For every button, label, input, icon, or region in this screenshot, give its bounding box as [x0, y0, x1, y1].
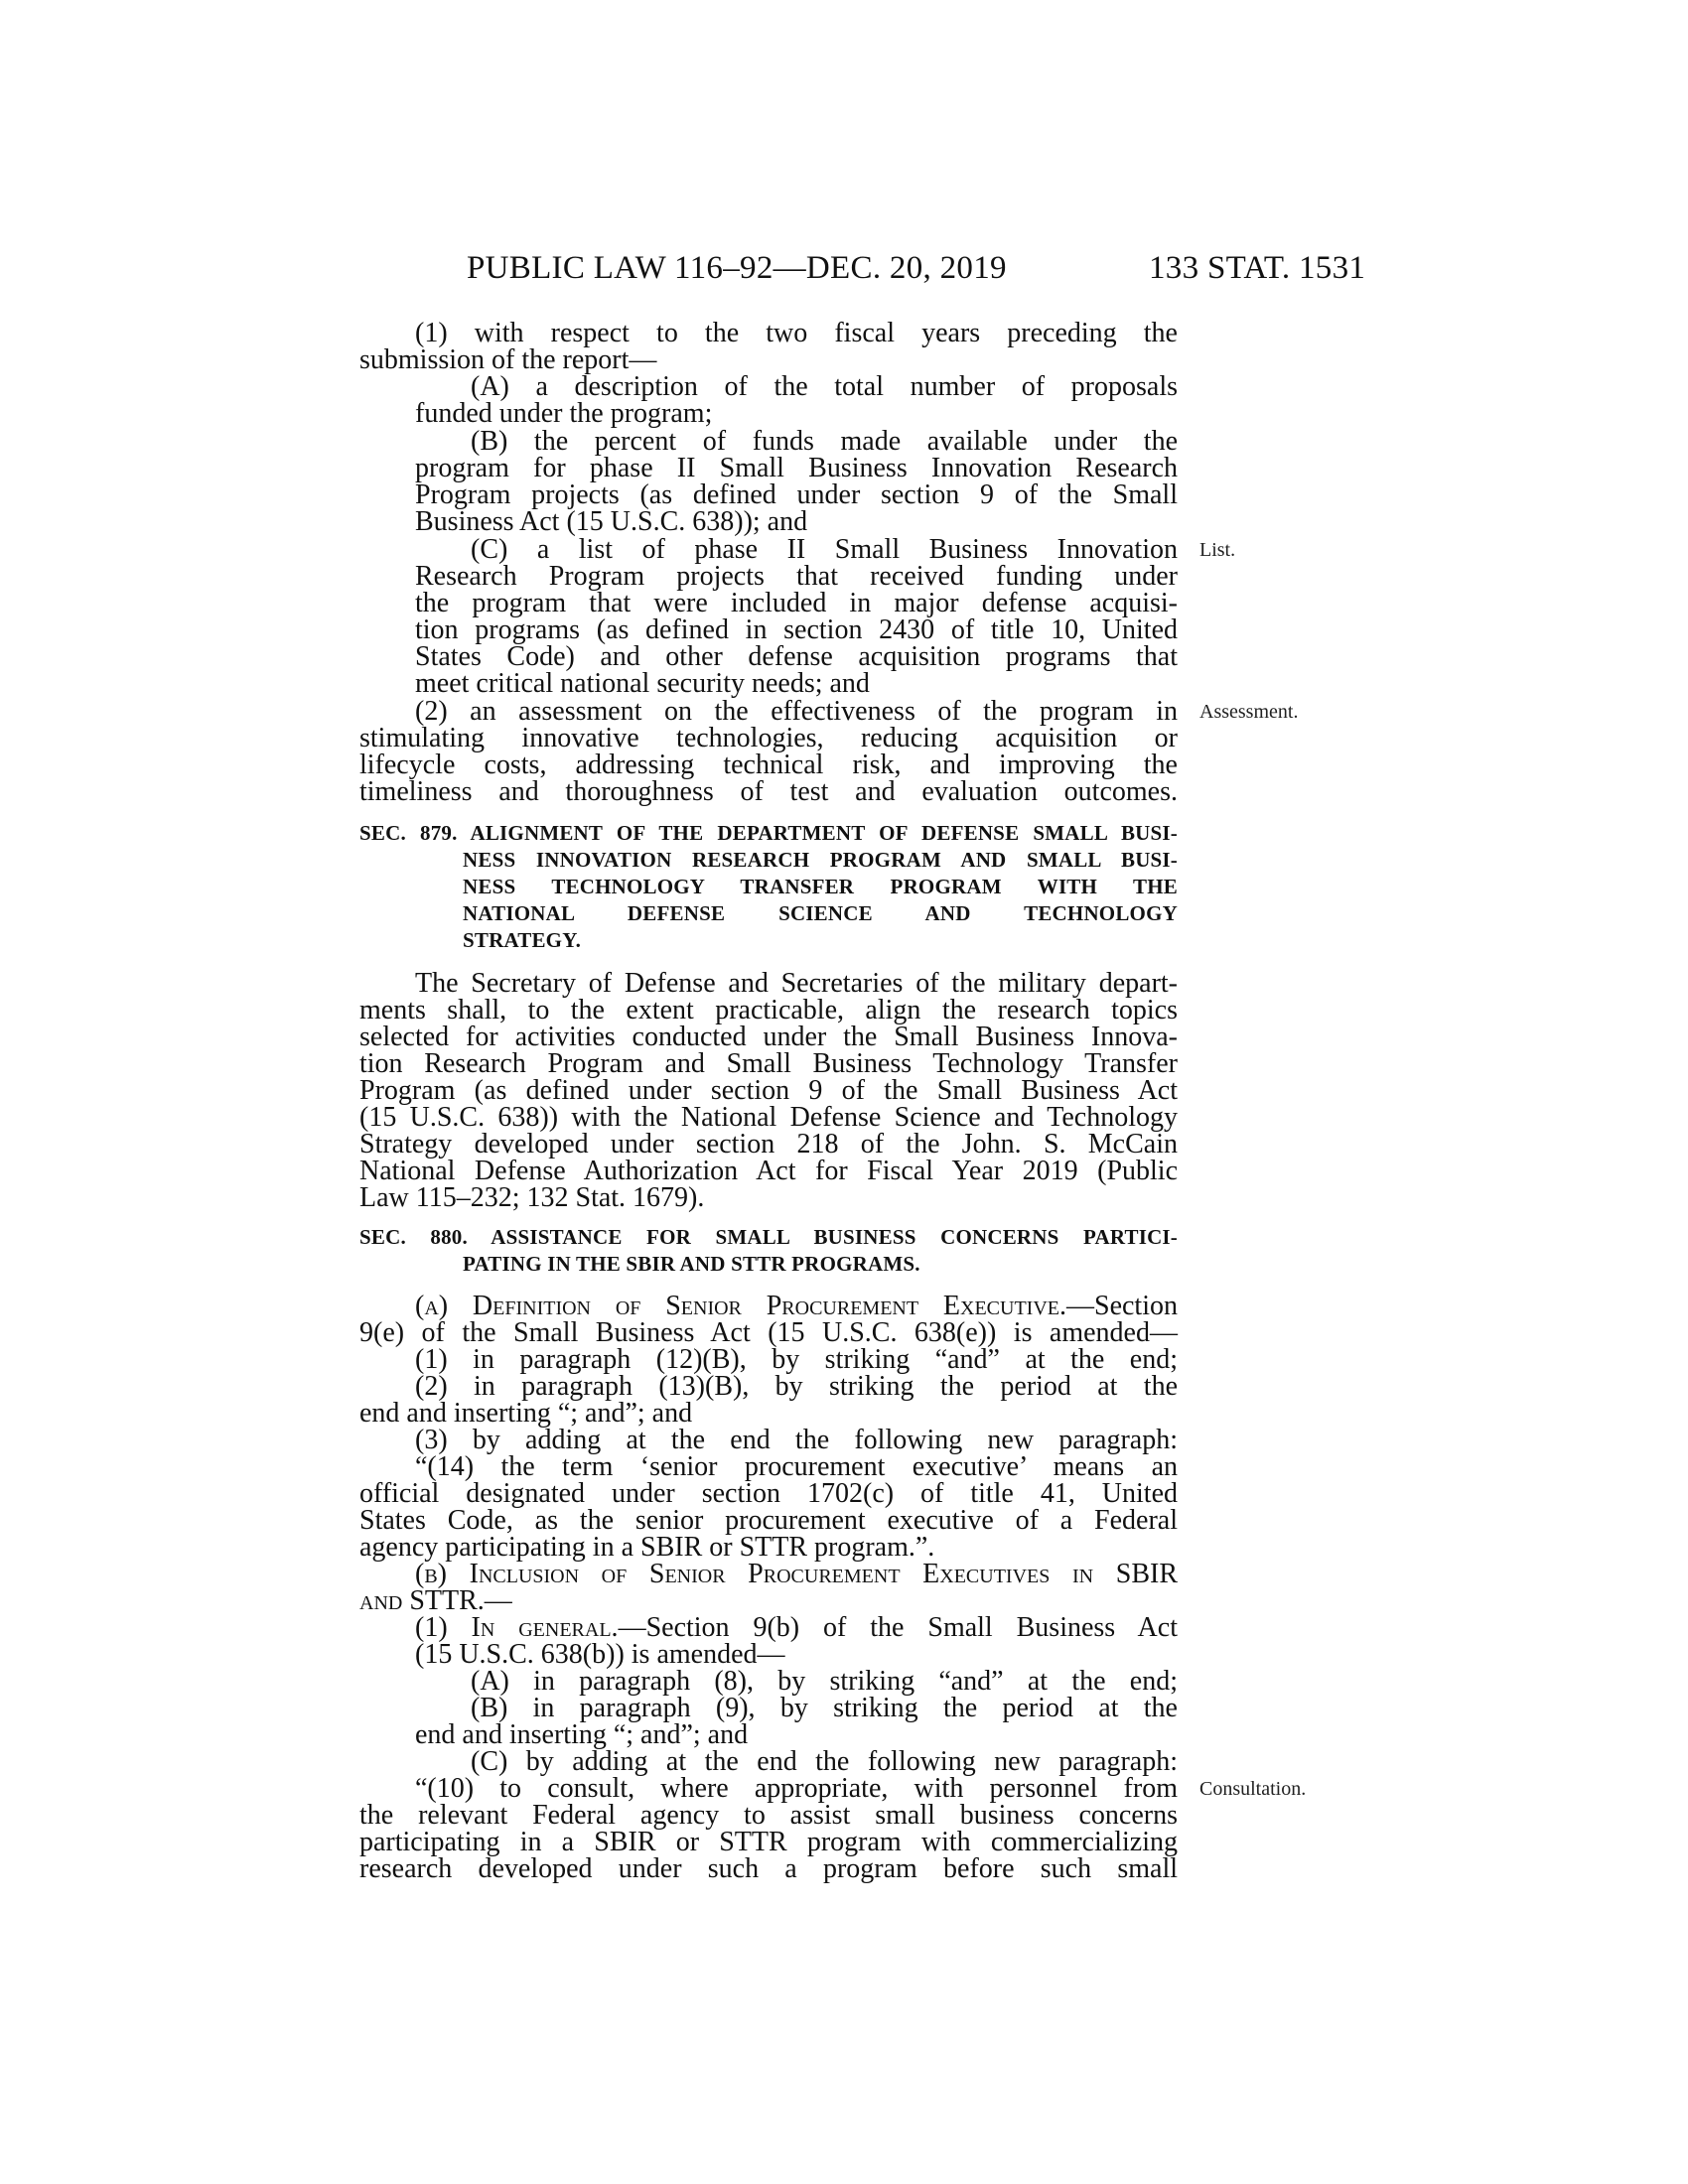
- subsection-heading: and STTR.—: [359, 1585, 512, 1616]
- text-line: submission of the report—: [359, 344, 657, 375]
- text-line: (A) a description of the total number of proposals: [471, 371, 1178, 402]
- text-line: timeliness and thoroughness of test and evaluation outcomes.: [359, 776, 1178, 807]
- subsection-heading: (a) Definition of Senior Procurement Executive.: [415, 1291, 1066, 1321]
- text-line: [359, 1614, 1178, 1641]
- text-line: program for phase II Small Business Innovation Research: [415, 453, 1178, 483]
- text-line: funded under the program;: [415, 398, 713, 429]
- text-line: Law 115–232; 132 Stat. 1679).: [359, 1182, 705, 1213]
- text-line: (15 U.S.C. 638)) with the National Defense Science and Technology: [359, 1102, 1178, 1133]
- subsection-heading: (b) Inclusion of Senior Procurement Executives in SBIR: [415, 1559, 1178, 1589]
- text-line: Strategy developed under section 218 of the John. S. McCain: [359, 1129, 1178, 1160]
- text-line: (C) by adding at the end the following new paragraph:: [471, 1746, 1178, 1777]
- margin-note-list: List.: [1199, 539, 1236, 561]
- text-line: (2) in paragraph (13)(B), by striking the period at the: [415, 1371, 1178, 1402]
- text-line: Program (as defined under section 9 of the Small Business Act: [359, 1075, 1178, 1106]
- text-line: the relevant Federal agency to assist small business concerns: [359, 1800, 1178, 1831]
- text-line: the program that were included in major defense acquisi-: [415, 588, 1178, 618]
- margin-note-consultation: Consultation.: [1199, 1778, 1307, 1800]
- section-879-heading: NESS TECHNOLOGY TRANSFER PROGRAM WITH THE: [463, 875, 1178, 898]
- text-line: meet critical national security needs; and: [415, 668, 870, 699]
- text-line: (1) with respect to the two fiscal years preceding the: [415, 318, 1178, 348]
- text-line: (1) in paragraph (12)(B), by striking “and” at the end;: [415, 1344, 1178, 1375]
- text-run: —Section: [1066, 1291, 1178, 1321]
- text-line: end and inserting “; and”; and: [415, 1719, 749, 1750]
- text-line: ments shall, to the extent practicable, align the research topics: [359, 995, 1178, 1025]
- text-line: selected for activities conducted under the Small Business Innova-: [359, 1022, 1178, 1052]
- section-880-heading: SEC. 880. ASSISTANCE FOR SMALL BUSINESS CONCERNS PARTICI-: [359, 1225, 1178, 1249]
- text-line: official designated under section 1702(c) of title 41, United: [359, 1478, 1178, 1509]
- text-line: States Code) and other defense acquisition programs that: [415, 641, 1178, 672]
- text-line: (A) in paragraph (8), by striking “and” at the end;: [471, 1666, 1178, 1697]
- text-line: “(10) to consult, where appropriate, with personnel from: [415, 1773, 1178, 1804]
- section-880-heading: PATING IN THE SBIR AND STTR PROGRAMS.: [463, 1252, 920, 1276]
- text-line: Research Program projects that received funding under: [415, 561, 1178, 592]
- text-line: (15 U.S.C. 638(b)) is amended—: [415, 1639, 785, 1670]
- text-line: participating in a SBIR or STTR program with commercializing: [359, 1827, 1178, 1857]
- text-line: National Defense Authorization Act for Fiscal Year 2019 (Public: [359, 1156, 1178, 1186]
- paragraph-heading: (1) In general.: [415, 1612, 619, 1643]
- margin-note-assessment: Assessment.: [1199, 701, 1299, 723]
- text-line: (B) in paragraph (9), by striking the period at the: [471, 1693, 1178, 1723]
- text-line: The Secretary of Defense and Secretaries of the military depart-: [415, 968, 1178, 999]
- text-line: lifecycle costs, addressing technical risk, and improving the: [359, 750, 1178, 780]
- text-line: Business Act (15 U.S.C. 638)); and: [415, 506, 808, 537]
- text-line: States Code, as the senior procurement executive of a Federal: [359, 1505, 1178, 1536]
- section-879-heading: STRATEGY.: [463, 928, 582, 952]
- text-line: “(14) the term ‘senior procurement executive’ means an: [415, 1451, 1178, 1482]
- text-line: research developed under such a program before such small: [359, 1853, 1178, 1884]
- text-line: Program projects (as defined under section 9 of the Small: [415, 479, 1178, 510]
- text-line: tion programs (as defined in section 2430 of title 10, United: [415, 614, 1178, 645]
- text-line: (2) an assessment on the effectiveness of the program in: [415, 696, 1178, 727]
- text-line: (B) the percent of funds made available under the: [471, 426, 1178, 457]
- section-879-heading: SEC. 879. ALIGNMENT OF THE DEPARTMENT OF DEFENSE SMALL BUSI-: [359, 821, 1178, 845]
- public-law-title: PUBLIC LAW 116–92—DEC. 20, 2019: [467, 250, 1007, 286]
- text-line: stimulating innovative technologies, reducing acquisition or: [359, 723, 1178, 753]
- text-line: agency participating in a SBIR or STTR program.”.: [359, 1532, 935, 1563]
- statute-page-number: 133 STAT. 1531: [1149, 250, 1366, 286]
- text-line: [359, 1293, 1178, 1319]
- section-879-heading: NATIONAL DEFENSE SCIENCE AND TECHNOLOGY: [463, 901, 1178, 925]
- text-line: (C) a list of phase II Small Business Innovation: [471, 534, 1178, 565]
- text-line: tion Research Program and Small Business Technology Transfer: [359, 1048, 1178, 1079]
- text-line: 9(e) of the Small Business Act (15 U.S.C. 638(e)) is amended—: [359, 1317, 1178, 1348]
- text-run: —Section 9(b) of the Small Business Act: [618, 1612, 1178, 1643]
- text-line: end and inserting “; and”; and: [359, 1398, 693, 1429]
- section-879-heading: NESS INNOVATION RESEARCH PROGRAM AND SMALL BUSI-: [463, 848, 1178, 872]
- text-line: (3) by adding at the end the following new paragraph:: [415, 1425, 1178, 1455]
